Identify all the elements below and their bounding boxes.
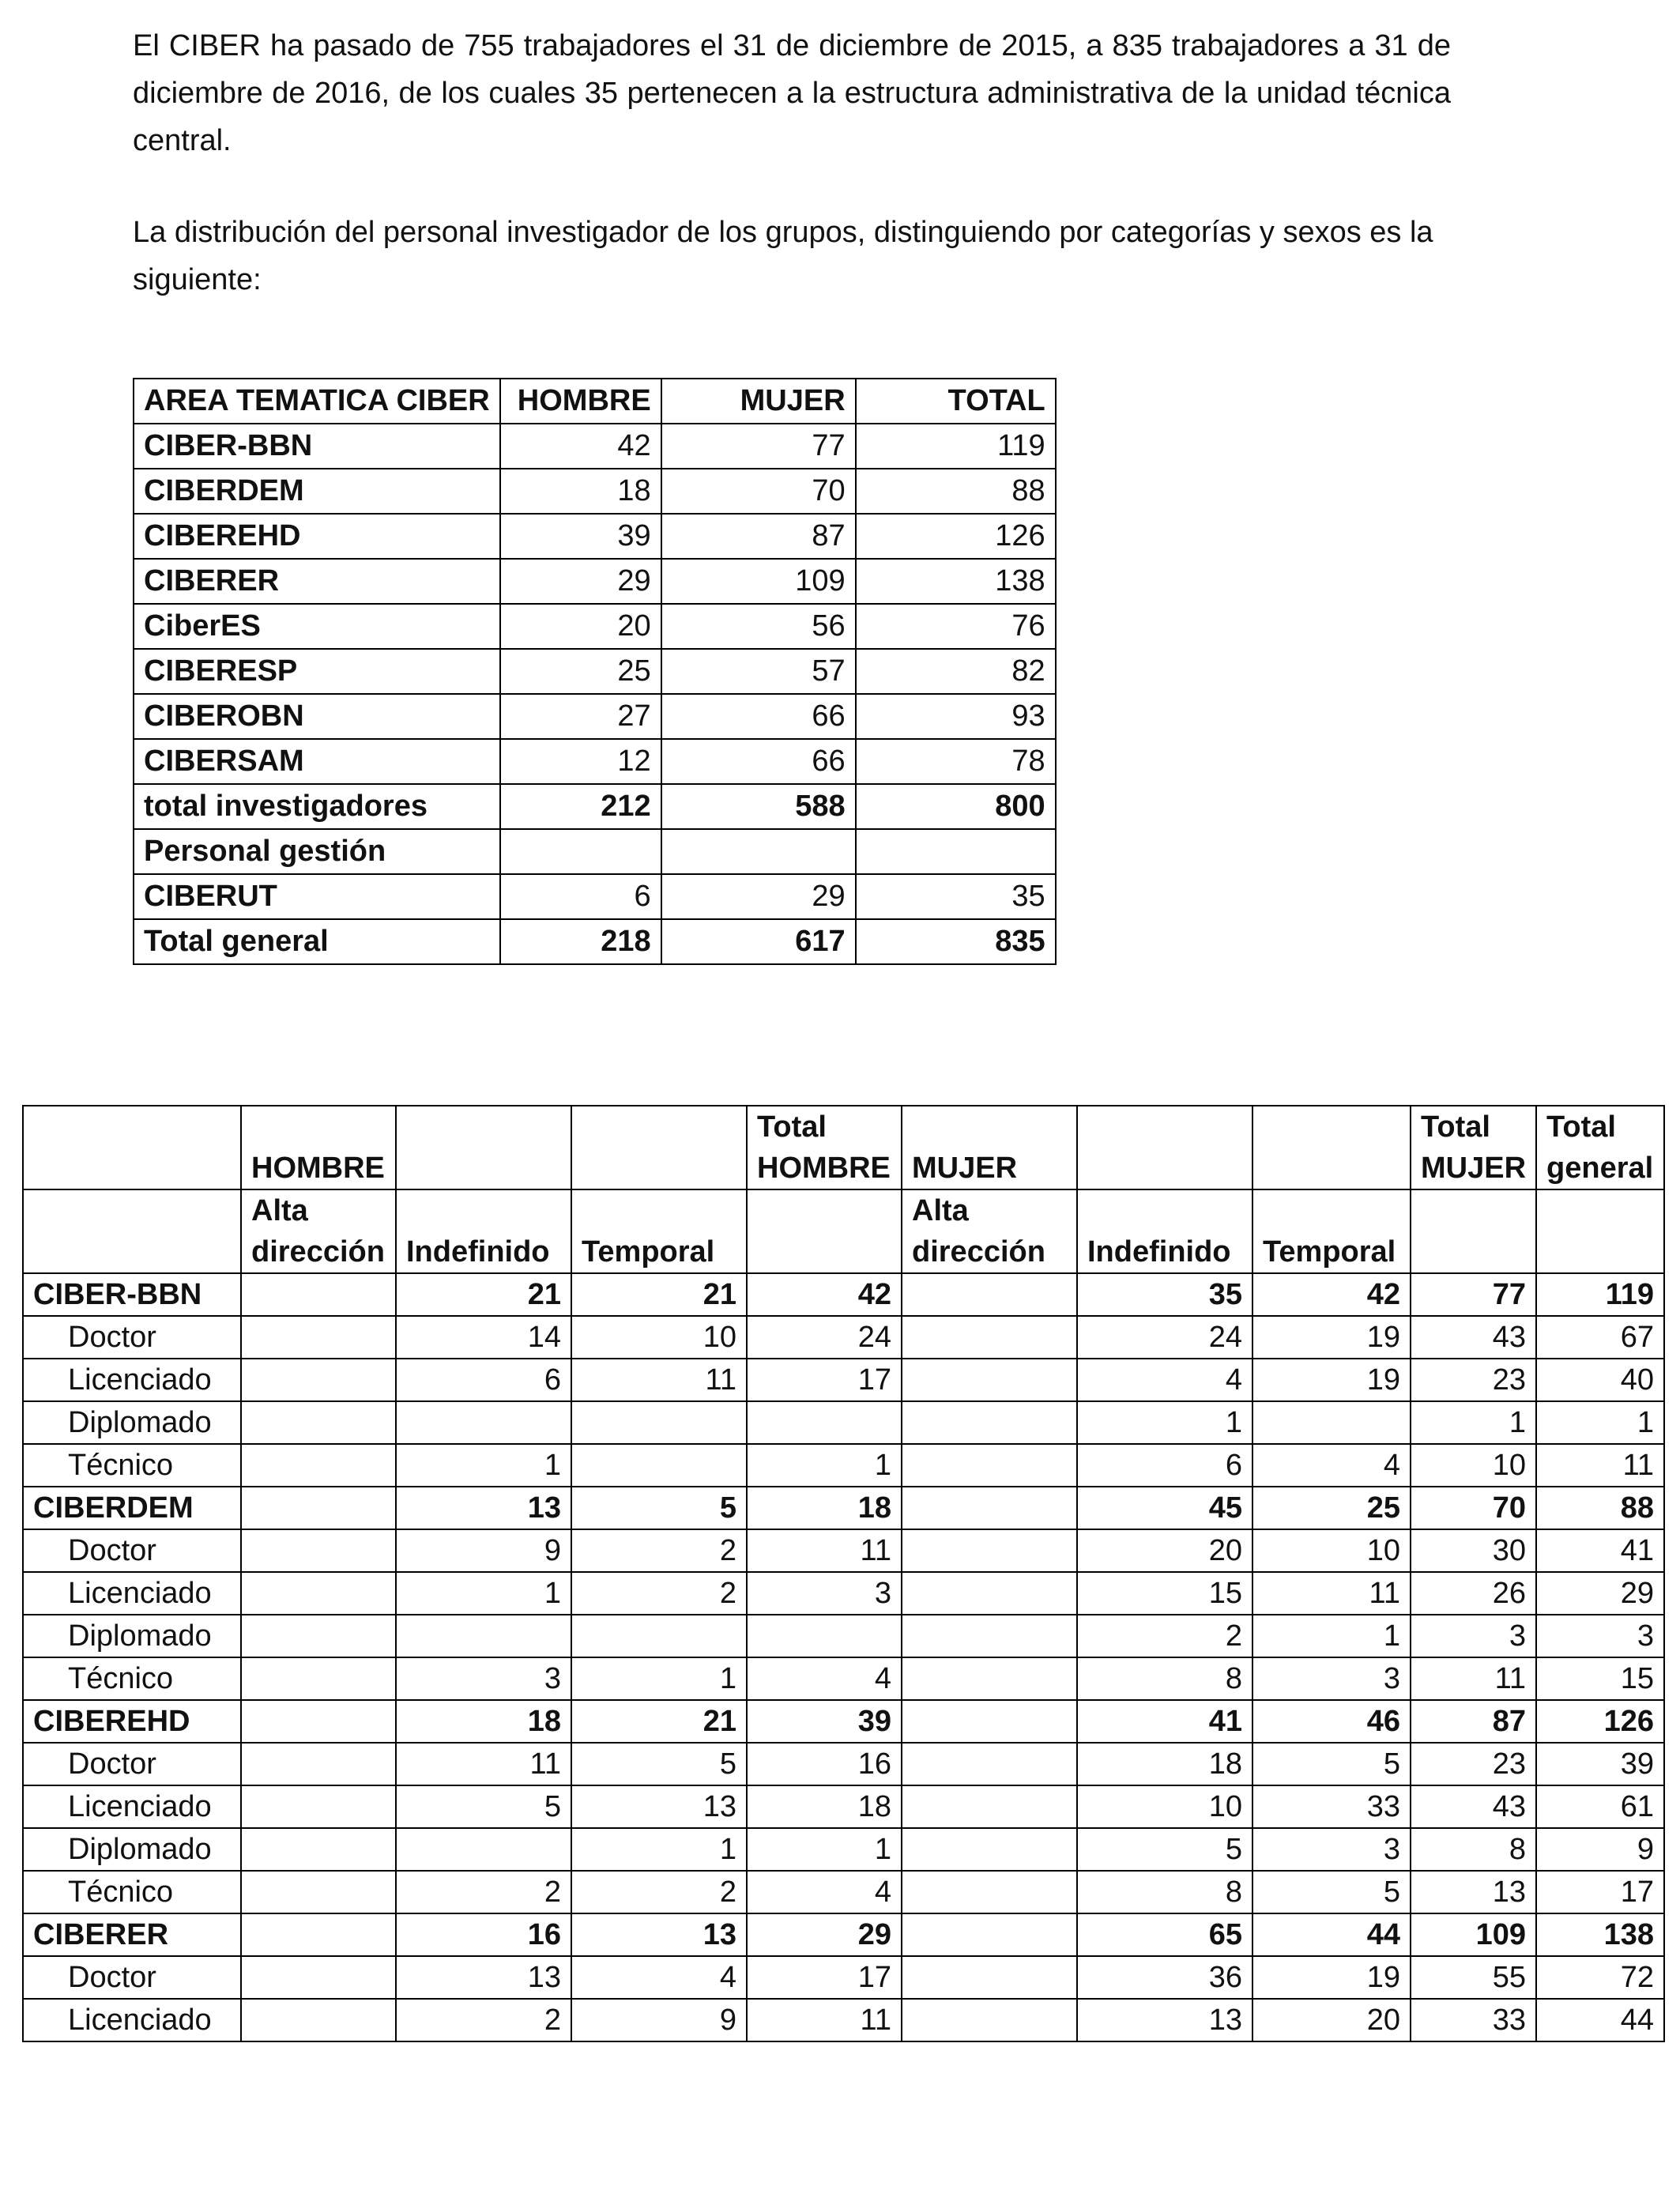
detail-cell: 18 xyxy=(1077,1743,1252,1785)
detail-cell: 1 xyxy=(396,1444,571,1487)
detail-cell xyxy=(902,1828,1077,1871)
summary-row-label: CIBER-BBN xyxy=(134,424,500,469)
detail-cell xyxy=(902,1785,1077,1828)
detail-cell: 21 xyxy=(571,1700,747,1743)
detail-cell: 41 xyxy=(1536,1529,1664,1572)
detail-cell xyxy=(902,1572,1077,1615)
detail-group-row xyxy=(23,1273,1664,1316)
detail-cell: 138 xyxy=(1536,1913,1664,1956)
detail-cell: 1 xyxy=(571,1657,747,1700)
detail-header-row-2 xyxy=(23,1189,1664,1273)
detail-cell xyxy=(396,1615,571,1657)
detail-cell: 16 xyxy=(396,1913,571,1956)
summary-cell-mujer: 87 xyxy=(661,514,856,559)
detail-cell: 6 xyxy=(396,1359,571,1401)
summary-row-label: CIBERSAM xyxy=(134,739,500,784)
detail-row-label: Licenciado xyxy=(23,1785,241,1828)
detail-row-label: Técnico xyxy=(23,1444,241,1487)
summary-row xyxy=(134,559,1056,604)
detail-cell: 10 xyxy=(1411,1444,1536,1487)
detail-cell xyxy=(902,1359,1077,1401)
detail-cell xyxy=(241,1273,396,1316)
detail-row-label: Doctor xyxy=(23,1529,241,1572)
summary-cell-total: 126 xyxy=(856,514,1056,559)
detail-group-row xyxy=(23,1913,1664,1956)
summary-row xyxy=(134,514,1056,559)
detail-cell: 8 xyxy=(1411,1828,1536,1871)
detail-cell: 25 xyxy=(1252,1487,1411,1529)
detail-cell: 1 xyxy=(747,1828,902,1871)
detail-row xyxy=(23,1871,1664,1913)
summary-row xyxy=(134,829,1056,874)
detail-cell xyxy=(241,1359,396,1401)
detail-row xyxy=(23,1828,1664,1871)
header-alta-direccion-hombre: Alta dirección xyxy=(241,1189,396,1273)
detail-cell xyxy=(241,1828,396,1871)
detail-row-label: CIBER-BBN xyxy=(23,1273,241,1316)
summary-header-cell: MUJER xyxy=(661,379,856,424)
detail-cell: 2 xyxy=(571,1871,747,1913)
summary-row-label: total investigadores xyxy=(134,784,500,829)
detail-cell: 5 xyxy=(571,1743,747,1785)
detail-cell: 1 xyxy=(1077,1401,1252,1444)
detail-cell: 20 xyxy=(1077,1529,1252,1572)
detail-cell: 2 xyxy=(396,1999,571,2041)
summary-header-row xyxy=(134,379,1056,424)
detail-group-row xyxy=(23,1700,1664,1743)
header-indefinido-hombre: Indefinido xyxy=(396,1189,571,1273)
detail-row xyxy=(23,1444,1664,1487)
detail-row-label: Diplomado xyxy=(23,1615,241,1657)
detail-row-label: Diplomado xyxy=(23,1828,241,1871)
detail-cell xyxy=(902,1487,1077,1529)
detail-cell xyxy=(241,1956,396,1999)
detail-cell xyxy=(241,1316,396,1359)
detail-cell xyxy=(241,1785,396,1828)
detail-cell: 15 xyxy=(1077,1572,1252,1615)
detail-cell: 18 xyxy=(747,1785,902,1828)
detail-cell: 67 xyxy=(1536,1316,1664,1359)
detail-cell xyxy=(241,1700,396,1743)
detail-cell: 46 xyxy=(1252,1700,1411,1743)
detail-cell: 11 xyxy=(1252,1572,1411,1615)
detail-cell: 29 xyxy=(1536,1572,1664,1615)
detail-cell: 5 xyxy=(1252,1743,1411,1785)
detail-cell xyxy=(1252,1401,1411,1444)
detail-cell: 16 xyxy=(747,1743,902,1785)
detail-row-label: Doctor xyxy=(23,1743,241,1785)
summary-row xyxy=(134,739,1056,784)
summary-cell-mujer: 66 xyxy=(661,694,856,739)
summary-cell-mujer: 66 xyxy=(661,739,856,784)
summary-cell-mujer: 77 xyxy=(661,424,856,469)
detail-cell: 3 xyxy=(1536,1615,1664,1657)
detail-cell: 43 xyxy=(1411,1316,1536,1359)
header-temporal-hombre: Temporal xyxy=(571,1189,747,1273)
detail-cell xyxy=(241,1444,396,1487)
detail-cell: 2 xyxy=(571,1572,747,1615)
header-empty xyxy=(23,1106,241,1189)
detail-cell: 2 xyxy=(571,1529,747,1572)
summary-row-label: Personal gestión xyxy=(134,829,500,874)
detail-row xyxy=(23,1401,1664,1444)
header-total-mujer: Total MUJER xyxy=(1411,1106,1536,1189)
detail-cell: 10 xyxy=(1077,1785,1252,1828)
summary-cell-mujer: 70 xyxy=(661,469,856,514)
detail-row-label: Técnico xyxy=(23,1871,241,1913)
detail-cell: 14 xyxy=(396,1316,571,1359)
detail-cell: 1 xyxy=(1252,1615,1411,1657)
detail-cell: 17 xyxy=(747,1359,902,1401)
detail-row-label: Doctor xyxy=(23,1316,241,1359)
detail-cell: 3 xyxy=(1411,1615,1536,1657)
detail-row xyxy=(23,1316,1664,1359)
summary-cell-mujer xyxy=(661,829,856,874)
detail-cell: 11 xyxy=(1536,1444,1664,1487)
detail-cell: 19 xyxy=(1252,1359,1411,1401)
detail-cell: 26 xyxy=(1411,1572,1536,1615)
detail-cell: 42 xyxy=(747,1273,902,1316)
detail-row-label: Licenciado xyxy=(23,1359,241,1401)
detail-cell: 5 xyxy=(1252,1871,1411,1913)
detail-cell: 72 xyxy=(1536,1956,1664,1999)
detail-cell xyxy=(571,1401,747,1444)
header-empty xyxy=(1077,1106,1252,1189)
detail-cell: 10 xyxy=(571,1316,747,1359)
header-hombre: HOMBRE xyxy=(241,1106,396,1189)
detail-row-label: CIBEREHD xyxy=(23,1700,241,1743)
detail-cell xyxy=(241,1487,396,1529)
summary-cell-hombre: 218 xyxy=(500,919,661,964)
detail-row xyxy=(23,1999,1664,2041)
detail-cell: 42 xyxy=(1252,1273,1411,1316)
summary-cell-hombre: 39 xyxy=(500,514,661,559)
detail-cell: 39 xyxy=(747,1700,902,1743)
detail-cell: 41 xyxy=(1077,1700,1252,1743)
header-empty xyxy=(571,1106,747,1189)
detail-cell xyxy=(241,1615,396,1657)
distribution-paragraph: La distribución del personal investigador de los grupos, distinguiendo por categorías y sexos es la siguiente: xyxy=(133,216,1433,296)
detail-cell: 13 xyxy=(396,1487,571,1529)
summary-table xyxy=(133,378,1057,965)
summary-cell-mujer: 57 xyxy=(661,649,856,694)
detail-cell: 18 xyxy=(747,1487,902,1529)
summary-row xyxy=(134,784,1056,829)
summary-cell-hombre xyxy=(500,829,661,874)
summary-cell-hombre: 42 xyxy=(500,424,661,469)
detail-cell: 23 xyxy=(1411,1743,1536,1785)
detail-cell: 9 xyxy=(571,1999,747,2041)
detail-cell: 88 xyxy=(1536,1487,1664,1529)
detail-cell: 17 xyxy=(747,1956,902,1999)
summary-header-cell: TOTAL xyxy=(856,379,1056,424)
detail-cell xyxy=(902,1444,1077,1487)
detail-cell xyxy=(241,1572,396,1615)
detail-cell xyxy=(571,1615,747,1657)
detail-cell xyxy=(747,1401,902,1444)
summary-row xyxy=(134,874,1056,919)
detail-cell: 23 xyxy=(1411,1359,1536,1401)
summary-cell-hombre: 6 xyxy=(500,874,661,919)
header-temporal-mujer: Temporal xyxy=(1252,1189,1411,1273)
detail-group-row xyxy=(23,1487,1664,1529)
detail-cell: 5 xyxy=(396,1785,571,1828)
header-empty xyxy=(396,1106,571,1189)
detail-row xyxy=(23,1785,1664,1828)
detail-cell: 11 xyxy=(1411,1657,1536,1700)
detail-cell: 13 xyxy=(1411,1871,1536,1913)
summary-cell-total: 119 xyxy=(856,424,1056,469)
detail-row-label: Licenciado xyxy=(23,1572,241,1615)
detail-cell xyxy=(902,1743,1077,1785)
detail-row-label: Licenciado xyxy=(23,1999,241,2041)
summary-cell-hombre: 212 xyxy=(500,784,661,829)
detail-cell: 2 xyxy=(396,1871,571,1913)
detail-cell: 1 xyxy=(1411,1401,1536,1444)
summary-row-label: CIBERER xyxy=(134,559,500,604)
detail-cell xyxy=(241,1913,396,1956)
summary-cell-total: 76 xyxy=(856,604,1056,649)
detail-cell: 3 xyxy=(1252,1657,1411,1700)
detail-cell: 30 xyxy=(1411,1529,1536,1572)
detail-cell: 70 xyxy=(1411,1487,1536,1529)
detail-cell: 44 xyxy=(1252,1913,1411,1956)
header-empty xyxy=(1536,1189,1664,1273)
detail-cell: 11 xyxy=(571,1359,747,1401)
detail-cell: 4 xyxy=(747,1871,902,1913)
summary-cell-hombre: 20 xyxy=(500,604,661,649)
detail-cell: 18 xyxy=(396,1700,571,1743)
detail-cell: 43 xyxy=(1411,1785,1536,1828)
summary-cell-hombre: 12 xyxy=(500,739,661,784)
detail-cell: 6 xyxy=(1077,1444,1252,1487)
detail-cell xyxy=(241,1401,396,1444)
detail-cell xyxy=(902,1700,1077,1743)
detail-cell: 35 xyxy=(1077,1273,1252,1316)
detail-cell: 33 xyxy=(1252,1785,1411,1828)
header-empty xyxy=(747,1189,902,1273)
summary-cell-total: 82 xyxy=(856,649,1056,694)
summary-row xyxy=(134,649,1056,694)
detail-row-label: Técnico xyxy=(23,1657,241,1700)
detail-cell: 1 xyxy=(396,1572,571,1615)
detail-cell xyxy=(902,1401,1077,1444)
detail-row-label: CIBERER xyxy=(23,1913,241,1956)
detail-cell: 126 xyxy=(1536,1700,1664,1743)
detail-cell xyxy=(902,1999,1077,2041)
detail-cell: 10 xyxy=(1252,1529,1411,1572)
detail-cell xyxy=(241,1657,396,1700)
detail-cell: 45 xyxy=(1077,1487,1252,1529)
detail-cell: 65 xyxy=(1077,1913,1252,1956)
summary-cell-mujer: 588 xyxy=(661,784,856,829)
detail-cell: 17 xyxy=(1536,1871,1664,1913)
detail-cell: 1 xyxy=(1536,1401,1664,1444)
detail-cell: 8 xyxy=(1077,1657,1252,1700)
header-total-hombre: Total HOMBRE xyxy=(747,1106,902,1189)
detail-cell xyxy=(396,1828,571,1871)
detail-cell: 2 xyxy=(1077,1615,1252,1657)
summary-row-label: CIBERESP xyxy=(134,649,500,694)
detail-cell: 9 xyxy=(1536,1828,1664,1871)
detail-table xyxy=(22,1105,1665,2042)
detail-cell: 19 xyxy=(1252,1316,1411,1359)
detail-cell: 44 xyxy=(1536,1999,1664,2041)
detail-cell: 55 xyxy=(1411,1956,1536,1999)
detail-cell: 4 xyxy=(747,1657,902,1700)
detail-cell: 87 xyxy=(1411,1700,1536,1743)
detail-cell: 109 xyxy=(1411,1913,1536,1956)
detail-cell: 24 xyxy=(1077,1316,1252,1359)
summary-cell-hombre: 29 xyxy=(500,559,661,604)
detail-cell: 13 xyxy=(571,1913,747,1956)
detail-row xyxy=(23,1529,1664,1572)
detail-cell xyxy=(902,1615,1077,1657)
detail-cell: 4 xyxy=(1077,1359,1252,1401)
detail-cell: 19 xyxy=(1252,1956,1411,1999)
summary-cell-total: 88 xyxy=(856,469,1056,514)
detail-cell: 20 xyxy=(1252,1999,1411,2041)
header-alta-direccion-mujer: Alta dirección xyxy=(902,1189,1077,1273)
summary-header-cell: HOMBRE xyxy=(500,379,661,424)
detail-cell: 40 xyxy=(1536,1359,1664,1401)
summary-row xyxy=(134,694,1056,739)
header-empty xyxy=(1252,1106,1411,1189)
summary-cell-mujer: 109 xyxy=(661,559,856,604)
detail-cell: 5 xyxy=(1077,1828,1252,1871)
detail-row-label: Diplomado xyxy=(23,1401,241,1444)
detail-cell xyxy=(902,1657,1077,1700)
detail-cell: 13 xyxy=(571,1785,747,1828)
detail-cell: 11 xyxy=(396,1743,571,1785)
detail-cell xyxy=(902,1871,1077,1913)
summary-row-label: Total general xyxy=(134,919,500,964)
summary-cell-total xyxy=(856,829,1056,874)
detail-row xyxy=(23,1956,1664,1999)
summary-cell-hombre: 18 xyxy=(500,469,661,514)
detail-header-row-1 xyxy=(23,1106,1664,1189)
header-total-general: Total general xyxy=(1536,1106,1664,1189)
detail-row-label: Doctor xyxy=(23,1956,241,1999)
summary-cell-total: 835 xyxy=(856,919,1056,964)
detail-cell: 8 xyxy=(1077,1871,1252,1913)
detail-cell: 13 xyxy=(396,1956,571,1999)
detail-cell: 13 xyxy=(1077,1999,1252,2041)
detail-cell xyxy=(241,1743,396,1785)
detail-row xyxy=(23,1359,1664,1401)
detail-cell: 21 xyxy=(571,1273,747,1316)
detail-cell: 29 xyxy=(747,1913,902,1956)
summary-cell-total: 35 xyxy=(856,874,1056,919)
detail-cell xyxy=(241,1999,396,2041)
summary-row xyxy=(134,469,1056,514)
detail-cell xyxy=(902,1956,1077,1999)
detail-cell xyxy=(241,1871,396,1913)
summary-row xyxy=(134,604,1056,649)
summary-row xyxy=(134,919,1056,964)
detail-cell: 3 xyxy=(396,1657,571,1700)
summary-cell-hombre: 27 xyxy=(500,694,661,739)
detail-cell: 11 xyxy=(747,1999,902,2041)
summary-row-label: CIBERUT xyxy=(134,874,500,919)
summary-row-label: CiberES xyxy=(134,604,500,649)
detail-cell xyxy=(396,1401,571,1444)
detail-cell xyxy=(902,1273,1077,1316)
detail-cell: 1 xyxy=(571,1828,747,1871)
detail-cell: 3 xyxy=(747,1572,902,1615)
detail-row xyxy=(23,1615,1664,1657)
detail-cell xyxy=(241,1529,396,1572)
header-mujer: MUJER xyxy=(902,1106,1077,1189)
summary-row-label: CIBEREHD xyxy=(134,514,500,559)
summary-cell-total: 800 xyxy=(856,784,1056,829)
detail-row xyxy=(23,1743,1664,1785)
summary-header-cell: AREA TEMATICA CIBER xyxy=(134,379,500,424)
detail-cell: 21 xyxy=(396,1273,571,1316)
summary-cell-mujer: 29 xyxy=(661,874,856,919)
detail-cell xyxy=(571,1444,747,1487)
intro-paragraph: El CIBER ha pasado de 755 trabajadores el 31 de diciembre de 2015, a 835 trabajadores a 31 de diciembre de 2016, de los cuales 35 pertenecen a la estructura administrativa de la unidad técnica central. xyxy=(133,29,1451,157)
summary-cell-total: 78 xyxy=(856,739,1056,784)
detail-cell: 3 xyxy=(1252,1828,1411,1871)
detail-cell: 5 xyxy=(571,1487,747,1529)
header-empty xyxy=(1411,1189,1536,1273)
detail-cell: 77 xyxy=(1411,1273,1536,1316)
detail-cell: 61 xyxy=(1536,1785,1664,1828)
summary-cell-hombre: 25 xyxy=(500,649,661,694)
detail-cell: 11 xyxy=(747,1529,902,1572)
detail-row xyxy=(23,1572,1664,1615)
detail-cell: 9 xyxy=(396,1529,571,1572)
summary-row-label: CIBERDEM xyxy=(134,469,500,514)
detail-cell xyxy=(747,1615,902,1657)
detail-cell: 39 xyxy=(1536,1743,1664,1785)
header-empty xyxy=(23,1189,241,1273)
detail-cell: 15 xyxy=(1536,1657,1664,1700)
detail-cell xyxy=(902,1913,1077,1956)
summary-cell-total: 138 xyxy=(856,559,1056,604)
detail-cell: 4 xyxy=(571,1956,747,1999)
detail-cell: 4 xyxy=(1252,1444,1411,1487)
detail-row-label: CIBERDEM xyxy=(23,1487,241,1529)
detail-cell: 24 xyxy=(747,1316,902,1359)
detail-row xyxy=(23,1657,1664,1700)
summary-row-label: CIBEROBN xyxy=(134,694,500,739)
summary-row xyxy=(134,424,1056,469)
summary-cell-mujer: 617 xyxy=(661,919,856,964)
detail-cell xyxy=(902,1316,1077,1359)
detail-cell: 119 xyxy=(1536,1273,1664,1316)
detail-cell: 36 xyxy=(1077,1956,1252,1999)
summary-cell-mujer: 56 xyxy=(661,604,856,649)
header-indefinido-mujer: Indefinido xyxy=(1077,1189,1252,1273)
detail-cell: 1 xyxy=(747,1444,902,1487)
detail-cell: 33 xyxy=(1411,1999,1536,2041)
detail-cell xyxy=(902,1529,1077,1572)
summary-cell-total: 93 xyxy=(856,694,1056,739)
